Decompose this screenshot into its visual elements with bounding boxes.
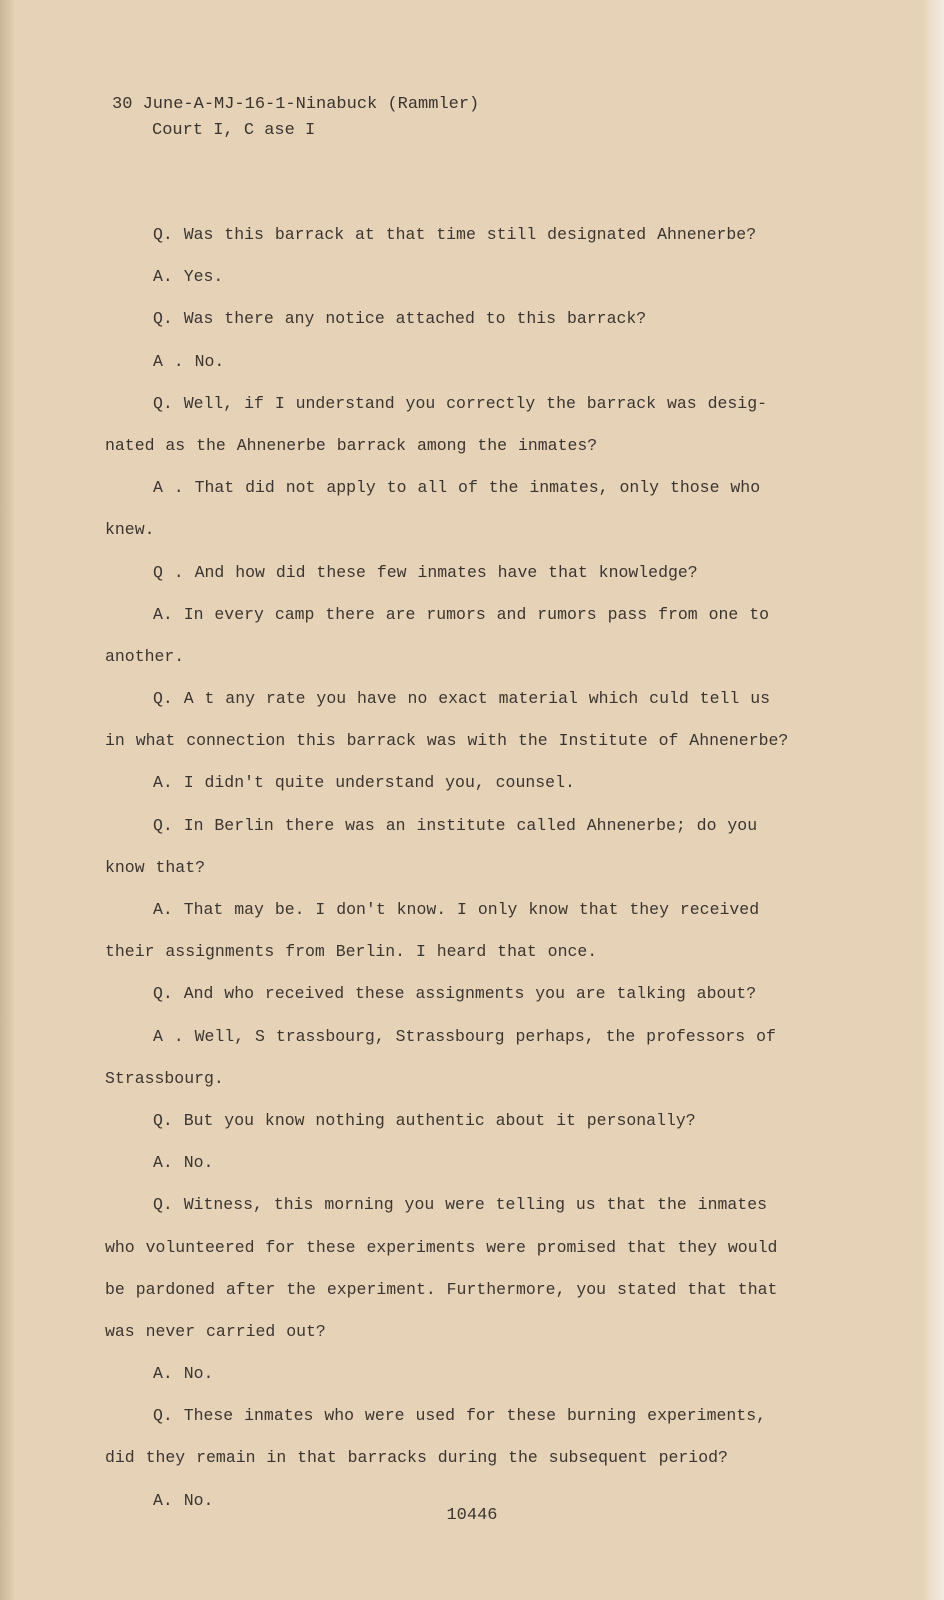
transcript-line: know that? <box>105 857 206 877</box>
transcript-line: Q. A t any rate you have no exact material which culd tell us <box>153 689 770 709</box>
transcript-line: A . Well, S trassbourg, Strassbourg perhaps, the professors of <box>153 1026 776 1046</box>
transcript-line: did they remain in that barracks during the subsequent period? <box>105 1448 728 1468</box>
transcript-line: Q. Witness, this morning you were telling us that the inmates <box>153 1195 767 1215</box>
transcript-line: Q . And how did these few inmates have that knowledge? <box>153 562 698 582</box>
transcript-line: nated as the Ahnenerbe barrack among the inmates? <box>105 435 598 455</box>
transcript-line: Q. In Berlin there was an institute called Ahnenerbe; do you <box>153 815 758 835</box>
transcript-line: was never carried out? <box>105 1321 326 1341</box>
transcript-line: A. In every camp there are rumors and rumors pass from one to <box>153 604 769 624</box>
transcript-line: A . That did not apply to all of the inmates, only those who <box>153 478 761 498</box>
transcript-line: Strassbourg. <box>105 1068 224 1088</box>
transcript-line: Q. And who received these assignments you are talking about? <box>153 984 757 1004</box>
document-header <box>112 92 479 144</box>
transcript-line: A. No. <box>153 1153 214 1173</box>
transcript-line: in what connection this barrack was with the Institute of Ahnenerbe? <box>105 731 789 751</box>
transcript-line: Q. Was there any notice attached to this barrack? <box>153 309 647 329</box>
transcript-line: Q. But you know nothing authentic about it personally? <box>153 1110 696 1130</box>
header-line-2: Court I, C ase I <box>152 121 316 140</box>
transcript-line: Q. Well, if I understand you correctly the barrack was desig- <box>153 393 767 413</box>
transcript-line: another. <box>105 646 185 666</box>
transcript-line: their assignments from Berlin. I heard that once. <box>105 942 598 962</box>
transcript-line: A. No. <box>153 1364 214 1384</box>
transcript-line: knew. <box>105 520 155 540</box>
paper-edge-right <box>922 0 944 1600</box>
paper-edge-left <box>0 0 14 1600</box>
transcript-line: A. No. <box>153 1490 214 1510</box>
page-number: 10446 <box>446 1506 498 1525</box>
transcript-line: who volunteered for these experiments were promised that they would <box>105 1237 778 1257</box>
transcript-line: A . No. <box>153 351 225 371</box>
transcript-body <box>105 214 805 1522</box>
transcript-line: be pardoned after the experiment. Furthermore, you stated that that <box>105 1279 778 1299</box>
transcript-line: A. That may be. I don't know. I only know that they received <box>153 900 760 919</box>
transcript-line: A. I didn't quite understand you, counsel. <box>153 773 575 793</box>
header-line-1: 30 June-A-MJ-16-1-Ninabuck (Rammler) <box>112 95 480 114</box>
transcript-line: A. Yes. <box>153 267 224 287</box>
transcript-line: Q. These inmates who were used for these burning experiments, <box>153 1406 766 1426</box>
transcript-line: Q. Was this barrack at that time still designated Ahnenerbe? <box>153 225 757 244</box>
